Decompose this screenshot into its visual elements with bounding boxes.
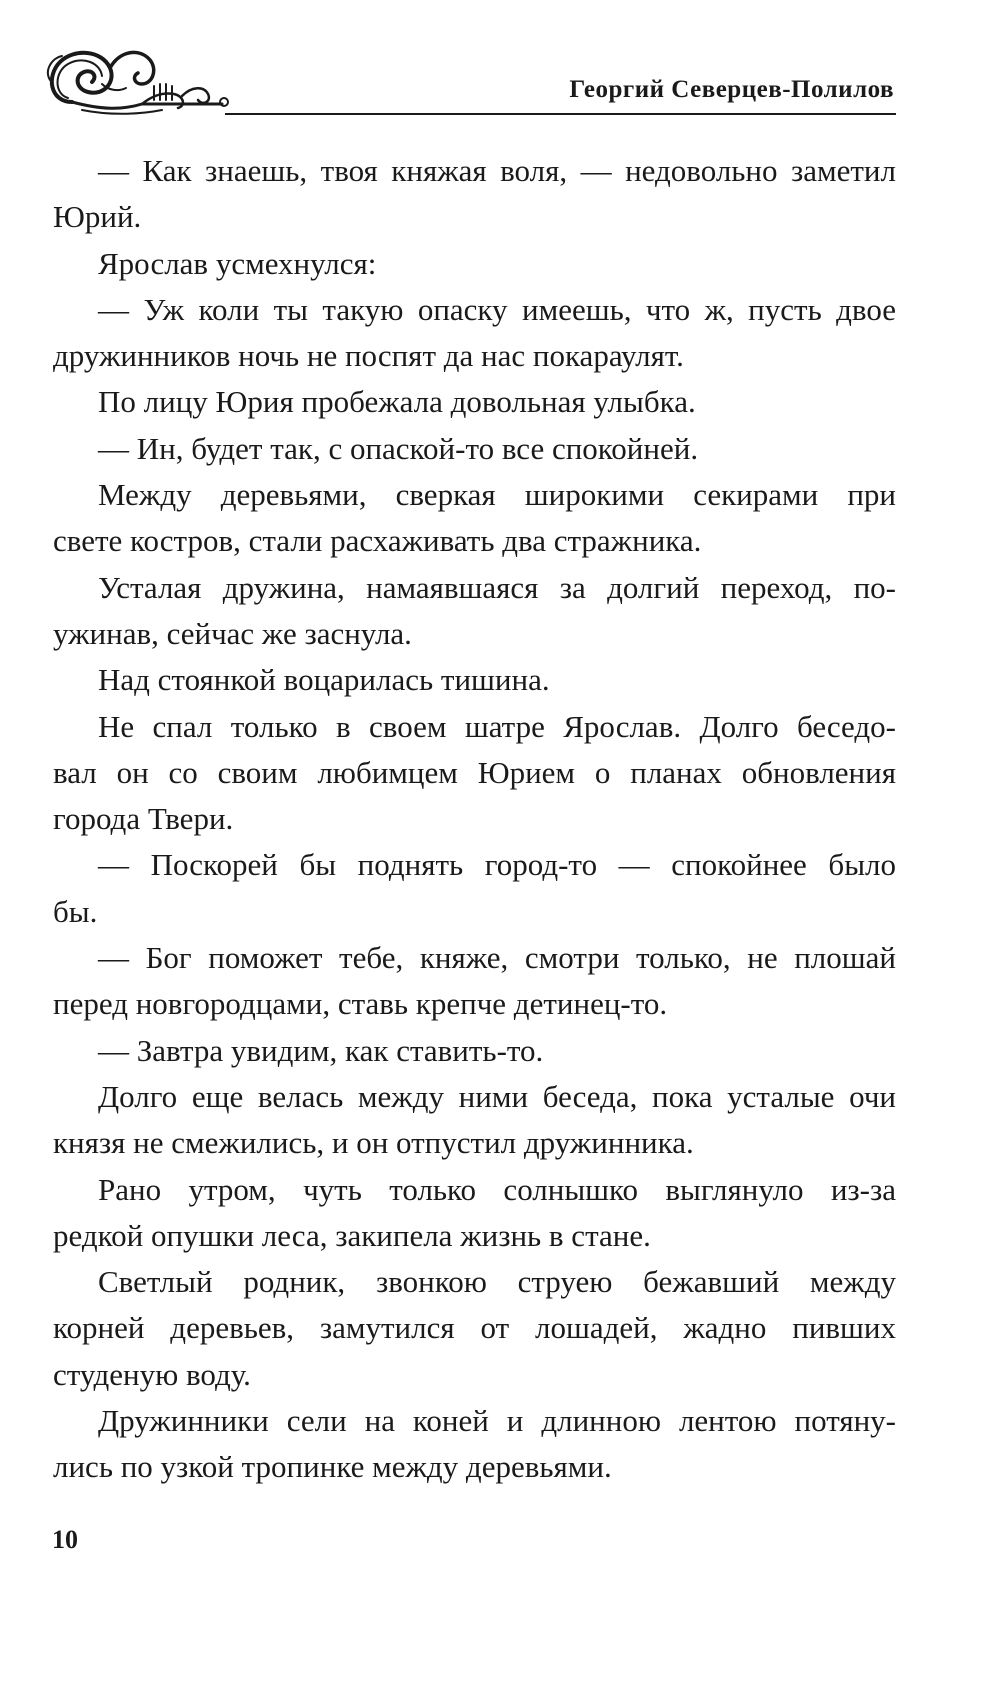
text-line: студеную воду. xyxy=(53,1356,251,1392)
text-line: — Как знаешь, твоя княжая воля, — недовольно заметил xyxy=(98,153,896,188)
running-header-author: Георгий Северцев-Полилов xyxy=(569,76,894,103)
text-line: свете костров, стали расхаживать два стражника. xyxy=(53,523,702,559)
text-line: князя не смежились, и он отпустил дружинника. xyxy=(53,1125,694,1161)
text-line: редкой опушки леса, закипела жизнь в стане. xyxy=(53,1217,651,1253)
text-line: Между деревьями, сверкая широкими секирами при xyxy=(98,477,896,513)
text-line: вал он со своим любимцем Юрием о планах обновления xyxy=(53,754,896,790)
header-rule xyxy=(225,113,896,115)
text-line: Над стоянкой воцарилась тишина. xyxy=(98,662,550,698)
text-line: Долго еще велась между ними беседа, пока усталые очи xyxy=(98,1078,896,1114)
text-line: Не спал только в своем шатре Ярослав. Долго беседо- xyxy=(98,708,896,744)
text-line: — Поскорей бы поднять город-то — спокойнее было xyxy=(98,847,896,883)
text-line: лись по узкой тропинке между деревьями. xyxy=(53,1449,612,1485)
text-line: — Бог поможет тебе, княже, смотри только, не плошай xyxy=(98,940,896,976)
text-line: бы. xyxy=(53,893,98,929)
text-line: города Твери. xyxy=(53,801,234,837)
text-line: перед новгородцами, ставь крепче детинец-то. xyxy=(53,986,668,1022)
body-text xyxy=(53,148,896,1491)
page-number: 10 xyxy=(52,1525,78,1554)
text-line: Рано утром, чуть только солнышко выглянуло из-за xyxy=(98,1171,896,1207)
text-line: ужинав, сейчас же заснула. xyxy=(53,615,412,651)
text-line: Дружинники сели на коней и длинною лентою потяну- xyxy=(98,1403,896,1439)
text-line: Светлый родник, звонкою струею бежавший между xyxy=(98,1264,896,1300)
text-line: Усталая дружина, намаявшаяся за долгий переход, по- xyxy=(98,569,896,605)
text-line: Ярослав усмехнулся: xyxy=(98,245,377,281)
decorative-ornament xyxy=(42,40,232,122)
text-line: По лицу Юрия пробежала довольная улыбка. xyxy=(98,384,696,420)
text-line: корней деревьев, замутился от лошадей, жадно пивших xyxy=(53,1310,896,1346)
text-line: — Уж коли ты такую опаску имеешь, что ж, пусть двое xyxy=(98,291,896,327)
text-line: дружинников ночь не поспят да нас покараулят. xyxy=(53,338,684,374)
text-line: — Завтра увидим, как ставить-то. xyxy=(98,1032,544,1068)
text-line: Юрий. xyxy=(53,199,142,235)
text-line: — Ин, будет так, с опаской-то все спокойней. xyxy=(98,430,699,466)
